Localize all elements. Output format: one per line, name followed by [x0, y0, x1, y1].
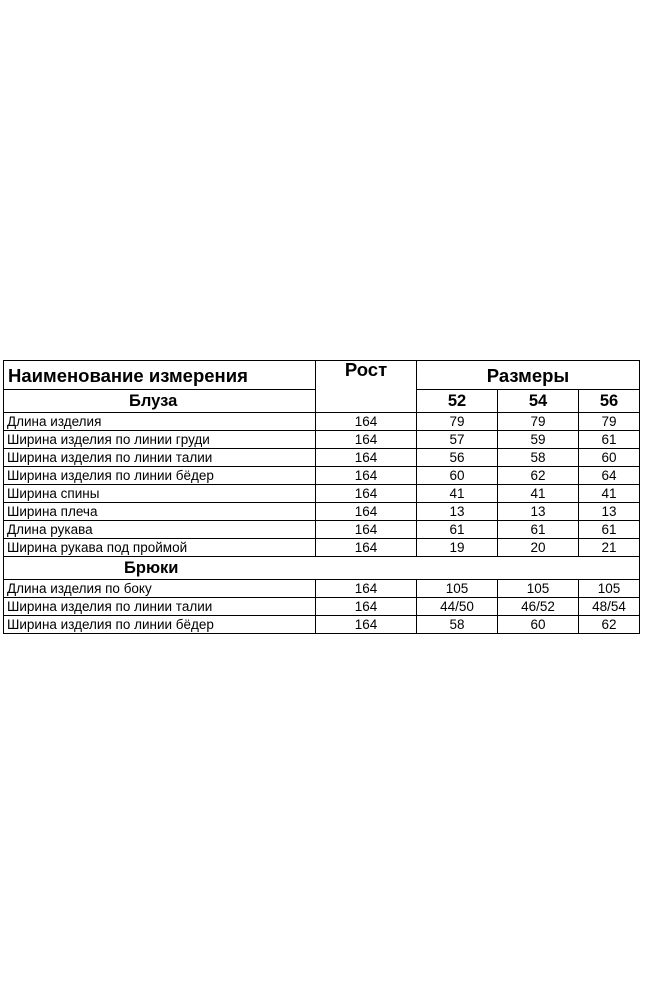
size-value: 60: [417, 467, 498, 485]
height-value: 164: [316, 616, 417, 634]
size-value: 61: [498, 521, 579, 539]
table-row: [4, 521, 640, 539]
size-value: 79: [579, 413, 640, 431]
height-value: 164: [316, 485, 417, 503]
empty-cell: [417, 557, 498, 580]
height-value: 164: [316, 503, 417, 521]
table-row: [4, 413, 640, 431]
measurement-name: Длина изделия по боку: [4, 580, 316, 598]
height-value: 164: [316, 539, 417, 557]
size-value: 46/52: [498, 598, 579, 616]
size-value: 58: [417, 616, 498, 634]
table-row: [4, 503, 640, 521]
size-value: 56: [417, 449, 498, 467]
size-value: 41: [579, 485, 640, 503]
section-title: Блуза: [4, 390, 316, 413]
measurement-name: Ширина рукава под проймой: [4, 539, 316, 557]
table-row: [4, 485, 640, 503]
size-header: 54: [498, 390, 579, 413]
size-value: 64: [579, 467, 640, 485]
size-value: 105: [417, 580, 498, 598]
table-row: [4, 467, 640, 485]
height-value: 164: [316, 449, 417, 467]
size-value: 58: [498, 449, 579, 467]
size-value: 57: [417, 431, 498, 449]
table-row: [4, 598, 640, 616]
size-value: 61: [579, 431, 640, 449]
measurement-name: Ширина изделия по линии бёдер: [4, 616, 316, 634]
size-value: 61: [579, 521, 640, 539]
size-value: 59: [498, 431, 579, 449]
measurement-name: Ширина плеча: [4, 503, 316, 521]
size-value: 41: [498, 485, 579, 503]
size-value: 44/50: [417, 598, 498, 616]
sizes-header: Размеры: [417, 361, 640, 390]
measurement-name: Ширина спины: [4, 485, 316, 503]
size-chart-table: [3, 360, 640, 634]
size-value: 60: [579, 449, 640, 467]
size-header: 52: [417, 390, 498, 413]
height-value: 164: [316, 431, 417, 449]
table-row: [4, 431, 640, 449]
size-value: 105: [498, 580, 579, 598]
size-value: 60: [498, 616, 579, 634]
size-value: 79: [417, 413, 498, 431]
size-value: 13: [579, 503, 640, 521]
size-value: 20: [498, 539, 579, 557]
height-value: 164: [316, 413, 417, 431]
size-value: 41: [417, 485, 498, 503]
empty-cell: [316, 557, 417, 580]
size-value: 13: [498, 503, 579, 521]
table-row: [4, 539, 640, 557]
size-value: 19: [417, 539, 498, 557]
measurement-name: Ширина изделия по линии бёдер: [4, 467, 316, 485]
size-value: 79: [498, 413, 579, 431]
size-header: 56: [579, 390, 640, 413]
table-row: [4, 580, 640, 598]
empty-cell: [498, 557, 579, 580]
height-header: Рост: [316, 361, 417, 413]
empty-cell: [579, 557, 640, 580]
size-value: 62: [579, 616, 640, 634]
size-value: 13: [417, 503, 498, 521]
table-row: [4, 616, 640, 634]
measurement-name: Длина рукава: [4, 521, 316, 539]
height-value: 164: [316, 521, 417, 539]
height-value: 164: [316, 580, 417, 598]
size-value: 21: [579, 539, 640, 557]
measurement-name: Ширина изделия по линии талии: [4, 449, 316, 467]
size-value: 105: [579, 580, 640, 598]
size-value: 48/54: [579, 598, 640, 616]
section-header-row: [4, 557, 640, 580]
measurement-name-header: Наименование измерения: [4, 361, 316, 390]
measurement-name: Ширина изделия по линии талии: [4, 598, 316, 616]
height-value: 164: [316, 467, 417, 485]
size-value: 61: [417, 521, 498, 539]
header-row: [4, 361, 640, 390]
measurement-name: Ширина изделия по линии груди: [4, 431, 316, 449]
section-title: Брюки: [4, 557, 316, 580]
height-value: 164: [316, 598, 417, 616]
measurement-name: Длина изделия: [4, 413, 316, 431]
table-row: [4, 449, 640, 467]
size-value: 62: [498, 467, 579, 485]
